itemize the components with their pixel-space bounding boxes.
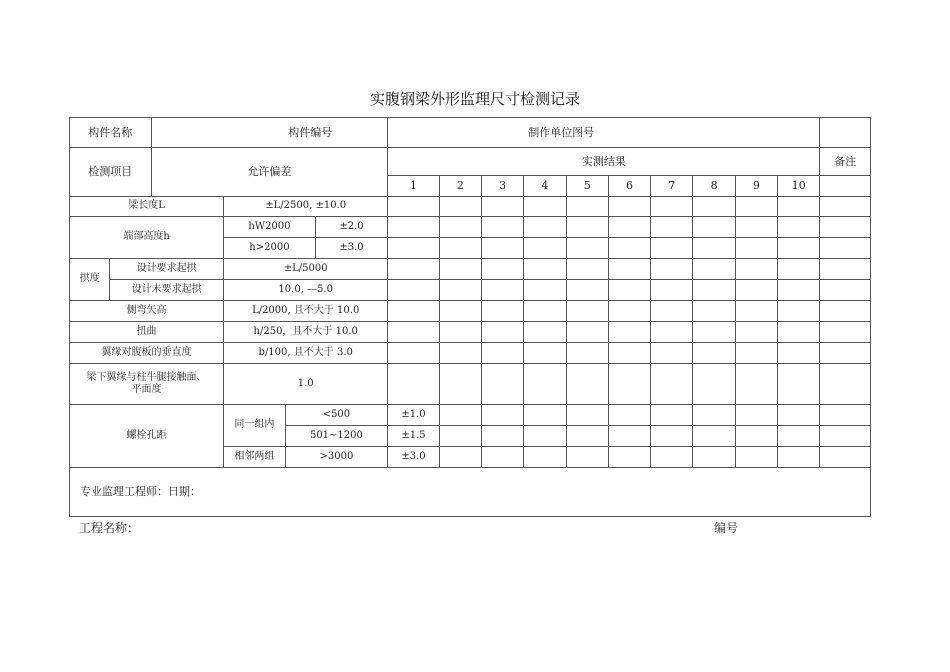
end-height-tol1: ±2.0 — [315, 217, 388, 238]
header-row-1 — [70, 118, 871, 148]
number-label: 编号 — [714, 521, 739, 535]
row-beam-length — [70, 197, 871, 217]
result-col-8: 8 — [693, 176, 735, 197]
camber-tol2: 10.0, —5.0 — [224, 280, 388, 301]
row-camber-1 — [70, 259, 871, 280]
page-title: 实腹钢梁外形监理尺寸检测记录 — [369, 90, 580, 108]
bolt-range-1: <500 — [285, 405, 388, 426]
component-no-label: 构件编号 — [151, 118, 388, 148]
camber-label: 拱度 — [70, 259, 110, 301]
results-label: 实测结果 — [388, 148, 820, 176]
result-col-5: 5 — [566, 176, 608, 197]
inspection-table — [69, 117, 871, 517]
result-col-1: 1 — [388, 176, 439, 197]
side-bend-tolerance: L/2000, 且不大于 10.0 — [224, 301, 388, 322]
bolt-spacing-label: 螺栓孔距 — [70, 405, 224, 468]
inspection-item-label: 检测项目 — [70, 148, 152, 197]
bolt-group-in: 同一组内 — [224, 405, 285, 447]
project-name-label: 工程名称： — [79, 521, 140, 535]
supervisor-signature: 专业监理工程师：日期： — [70, 468, 871, 517]
header-row-2 — [70, 148, 871, 176]
flange-flat-tolerance: 1.0 — [224, 364, 388, 405]
flange-flat-label-line2: 平面度 — [131, 384, 162, 395]
end-height-tol2: ±3.0 — [315, 238, 388, 259]
result-col-2: 2 — [439, 176, 481, 197]
tolerance-label: 允许偏差 — [151, 148, 388, 197]
end-height-label: 端部高度h — [70, 217, 224, 259]
row-signature — [70, 468, 871, 517]
side-bend-label: 侧弯矢高 — [70, 301, 224, 322]
flange-flat-label-line1: 梁下翼缘与柱牛腿接触面、 — [86, 371, 207, 383]
twist-label: 扭曲 — [70, 322, 224, 343]
remarks-cell[interactable] — [820, 176, 871, 197]
flange-flat-label — [70, 364, 224, 405]
bolt-range-3: >3000 — [285, 447, 388, 468]
row-twist — [70, 322, 871, 343]
camber-sub2: 设计未要求起拱 — [110, 280, 224, 301]
component-name-label: 构件名称 — [70, 118, 152, 148]
end-height-sub2: h>2000 — [224, 238, 316, 259]
result-col-10: 10 — [778, 176, 820, 197]
row-flange-flatness — [70, 364, 871, 405]
drawing-no-value[interactable] — [820, 118, 871, 148]
camber-sub1: 设计要求起拱 — [110, 259, 224, 280]
row-camber-2 — [70, 280, 871, 301]
flange-perp-tolerance: b/100, 且不大于 3.0 — [224, 343, 388, 364]
row-flange-perpendicularity — [70, 343, 871, 364]
camber-tol1: ±L/5000 — [224, 259, 388, 280]
row-end-height-1 — [70, 217, 871, 238]
flange-perp-label: 翼缘对腹板的垂直度 — [70, 343, 224, 364]
twist-tolerance: h/250，且不大于 10.0 — [224, 322, 388, 343]
bolt-tol-2: ±1.5 — [388, 426, 439, 447]
row-bolt-spacing-1 — [70, 405, 871, 426]
result-col-9: 9 — [735, 176, 777, 197]
result-col-4: 4 — [524, 176, 566, 197]
beam-length-label: 梁长度L — [70, 197, 224, 217]
bolt-tol-3: ±3.0 — [388, 447, 439, 468]
beam-length-tolerance: ±L/2500, ±10.0 — [224, 197, 388, 217]
result-col-7: 7 — [651, 176, 693, 197]
bolt-range-2: 501~1200 — [285, 426, 388, 447]
bolt-group-adj: 相邻两组 — [224, 447, 285, 468]
row-side-bend — [70, 301, 871, 322]
result-col-6: 6 — [608, 176, 650, 197]
drawing-no-label: 制作单位图号 — [388, 118, 820, 148]
end-height-sub1: hW2000 — [224, 217, 316, 238]
result-col-3: 3 — [481, 176, 523, 197]
bolt-tol-1: ±1.0 — [388, 405, 439, 426]
remarks-label: 备注 — [820, 148, 871, 176]
